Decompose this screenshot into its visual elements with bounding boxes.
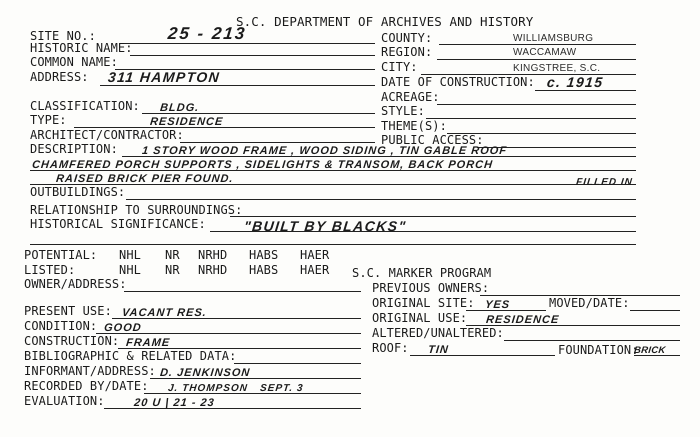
roof-label: ROOF:	[372, 341, 409, 355]
owner-address-label: OWNER/ADDRESS:	[24, 277, 127, 291]
original-use-label: ORIGINAL USE:	[372, 311, 468, 325]
historical-significance-line-2	[30, 244, 636, 245]
present-use-label: PRESENT USE:	[24, 304, 112, 318]
architect-line	[180, 142, 375, 143]
condition-value: GOOD	[103, 322, 143, 334]
potential-label: POTENTIAL:	[24, 248, 98, 262]
style-label: STYLE:	[381, 104, 425, 118]
informant-label: INFORMANT/ADDRESS:	[24, 364, 156, 378]
moved-date-label: MOVED/DATE:	[549, 296, 630, 310]
description-note: FILLED IN	[575, 177, 634, 188]
description-label: DESCRIPTION:	[30, 142, 118, 156]
listed-habs: HABS	[249, 263, 279, 277]
potential-habs: HABS	[249, 248, 279, 262]
date-of-construction-label: DATE OF CONSTRUCTION:	[381, 75, 535, 89]
outbuildings-label: OUTBUILDINGS:	[30, 185, 126, 199]
previous-owners-label: PREVIOUS OWNERS:	[372, 281, 490, 295]
site-no-value: 25 - 213	[167, 24, 248, 43]
moved-date-line	[630, 310, 680, 311]
potential-haer: HAER	[300, 248, 330, 262]
county-line	[439, 44, 636, 45]
site-no-line	[120, 43, 375, 44]
public-access-label: PUBLIC ACCESS:	[381, 133, 484, 147]
informant-value: D. JENKINSON	[159, 367, 251, 379]
evaluation-label: EVALUATION:	[24, 394, 105, 408]
classification-label: CLASSIFICATION:	[30, 99, 140, 113]
original-site-value: YES	[484, 299, 511, 311]
potential-nhl: NHL	[119, 248, 141, 262]
listed-nhl: NHL	[119, 263, 141, 277]
acreage-line	[437, 104, 636, 105]
relationship-label: RELATIONSHIP TO SURROUNDINGS:	[30, 203, 243, 217]
altered-label: ALTERED/UNALTERED:	[372, 326, 504, 340]
bibliographic-label: BIBLIOGRAPHIC & RELATED DATA:	[24, 349, 237, 363]
foundation-label: FOUNDATION:	[558, 343, 639, 357]
roof-value: TIN	[427, 344, 450, 356]
marker-program-label: S.C. MARKER PROGRAM	[352, 266, 492, 280]
type-label: TYPE:	[30, 113, 67, 127]
foundation-value: BRICK	[633, 345, 667, 356]
listed-nrhd: NRHD	[198, 263, 228, 277]
type-value: RESIDENCE	[149, 116, 224, 128]
acreage-label: ACREAGE:	[381, 90, 440, 104]
listed-label: LISTED:	[24, 263, 76, 277]
date-of-construction-value: c. 1915	[546, 74, 605, 90]
bibliographic-line	[234, 363, 361, 364]
county-label: COUNTY:	[381, 31, 433, 45]
description-value-1: 1 STORY WOOD FRAME , WOOD SIDING , TIN GABLE ROOF	[141, 145, 508, 157]
present-use-value: VACANT RES.	[121, 307, 208, 319]
date-of-construction-line	[535, 90, 636, 91]
outbuildings-line	[126, 199, 636, 200]
classification-value: BLDG.	[159, 102, 200, 114]
address-label: ADDRESS:	[30, 70, 89, 84]
altered-line	[504, 340, 680, 341]
listed-nr: NR	[165, 263, 180, 277]
address-value: 311 HAMPTON	[107, 69, 222, 85]
listed-haer: HAER	[300, 263, 330, 277]
architect-label: ARCHITECT/CONTRACTOR:	[30, 128, 184, 142]
region-line	[437, 59, 636, 60]
historical-significance-value: "BUILT BY BLACKS"	[243, 218, 408, 234]
common-name-label: COMMON NAME:	[30, 55, 118, 69]
construction-value: FRAME	[125, 337, 171, 349]
region-value: WACCAMAW	[513, 47, 577, 58]
address-line	[100, 85, 375, 86]
owner-address-line	[124, 291, 361, 292]
historic-name-line	[130, 55, 375, 56]
relationship-line	[230, 216, 636, 217]
site-no-label: SITE NO.:	[30, 29, 96, 43]
historic-name-label: HISTORIC NAME:	[30, 41, 133, 55]
historical-significance-label: HISTORICAL SIGNIFICANCE:	[30, 217, 206, 231]
style-line	[426, 118, 636, 119]
city-label: CITY:	[381, 60, 418, 74]
original-site-label: ORIGINAL SITE:	[372, 296, 475, 310]
evaluation-value: 20 U | 21 - 23	[133, 397, 216, 409]
form-title: S.C. DEPARTMENT OF ARCHIVES AND HISTORY	[236, 14, 534, 29]
construction-label: CONSTRUCTION:	[24, 334, 120, 348]
potential-nr: NR	[165, 248, 180, 262]
city-value: KINGSTREE, S.C.	[513, 63, 601, 74]
description-value-2: CHAMFERED PORCH SUPPORTS , SIDELIGHTS & TRANSOM, BACK PORCH	[31, 159, 494, 171]
condition-label: CONDITION:	[24, 319, 98, 333]
original-use-value: RESIDENCE	[485, 314, 560, 326]
region-label: REGION:	[381, 45, 433, 59]
themes-label: THEME(S):	[381, 119, 447, 133]
recorded-date-value: SEPT. 3	[259, 383, 305, 394]
recorded-by-label: RECORDED BY/DATE:	[24, 379, 149, 393]
recorded-by-value: J. THOMPSON	[167, 383, 249, 394]
description-value-3: RAISED BRICK PIER FOUND.	[55, 173, 235, 185]
county-value: WILLIAMSBURG	[513, 33, 594, 44]
potential-nrhd: NRHD	[198, 248, 228, 262]
